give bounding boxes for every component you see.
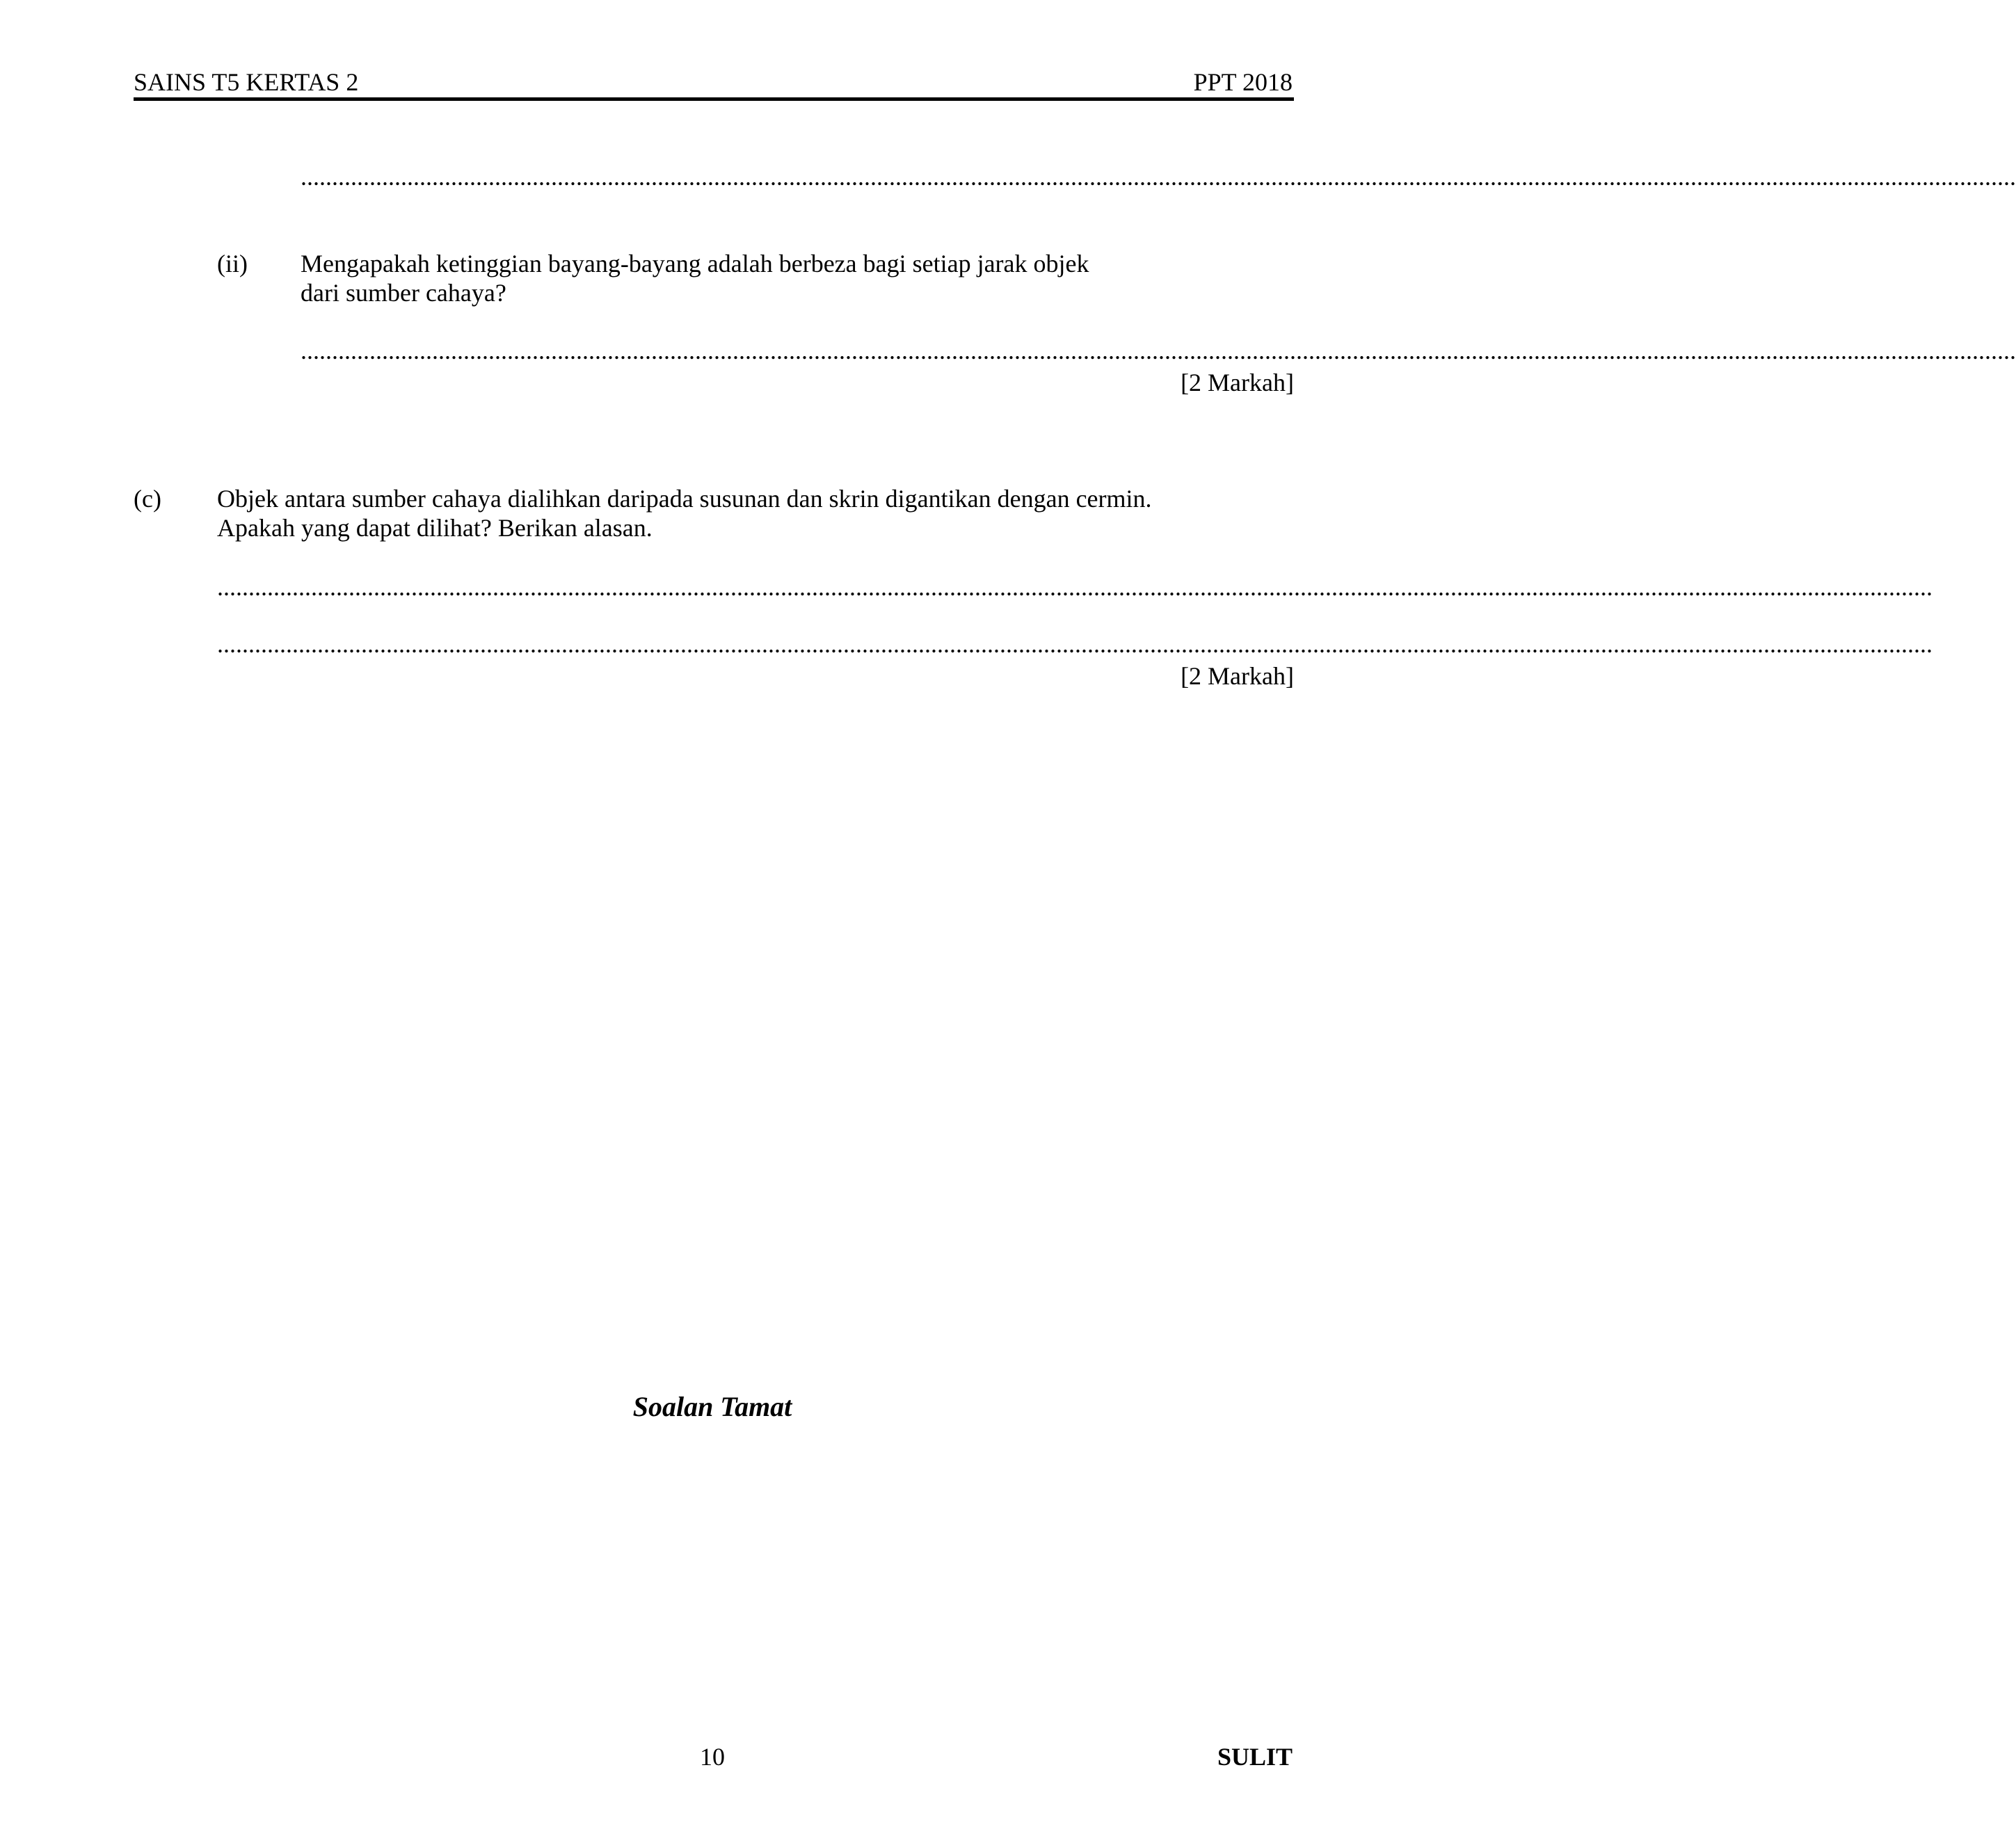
answer-line: ..................................................................................................................................................................................................................................................................................	[217, 630, 1933, 658]
answer-line: ..................................................................................................................................................................................................................................................................................	[301, 163, 2016, 191]
header-subject: SAINS T5 KERTAS 2	[134, 68, 359, 96]
end-of-questions: Soalan Tamat	[632, 1391, 792, 1422]
question-c-text-line1: Objek antara sumber cahaya dialihkan daripada susunan dan skrin digantikan dengan cermin.	[217, 485, 1152, 513]
marks-ii: [2 Markah]	[1181, 369, 1294, 396]
question-number-c: (c)	[134, 485, 161, 513]
question-ii-text-line1: Mengapakah ketinggian bayang-bayang adalah berbeza bagi setiap jarak objek	[301, 250, 1089, 277]
question-number-ii: (ii)	[217, 250, 248, 277]
marks-c: [2 Markah]	[1181, 662, 1294, 690]
question-c-text-line2: Apakah yang dapat dilihat? Berikan alasan.	[217, 514, 653, 542]
question-ii-text-line2: dari sumber cahaya?	[301, 279, 506, 307]
answer-line: ..................................................................................................................................................................................................................................................................................	[301, 337, 2016, 364]
page-number: 10	[700, 1743, 725, 1771]
header-exam: PPT 2018	[1193, 68, 1293, 96]
classification-label: SULIT	[1217, 1743, 1293, 1771]
header-divider	[134, 97, 1294, 101]
answer-line: ..................................................................................................................................................................................................................................................................................	[217, 573, 1933, 601]
